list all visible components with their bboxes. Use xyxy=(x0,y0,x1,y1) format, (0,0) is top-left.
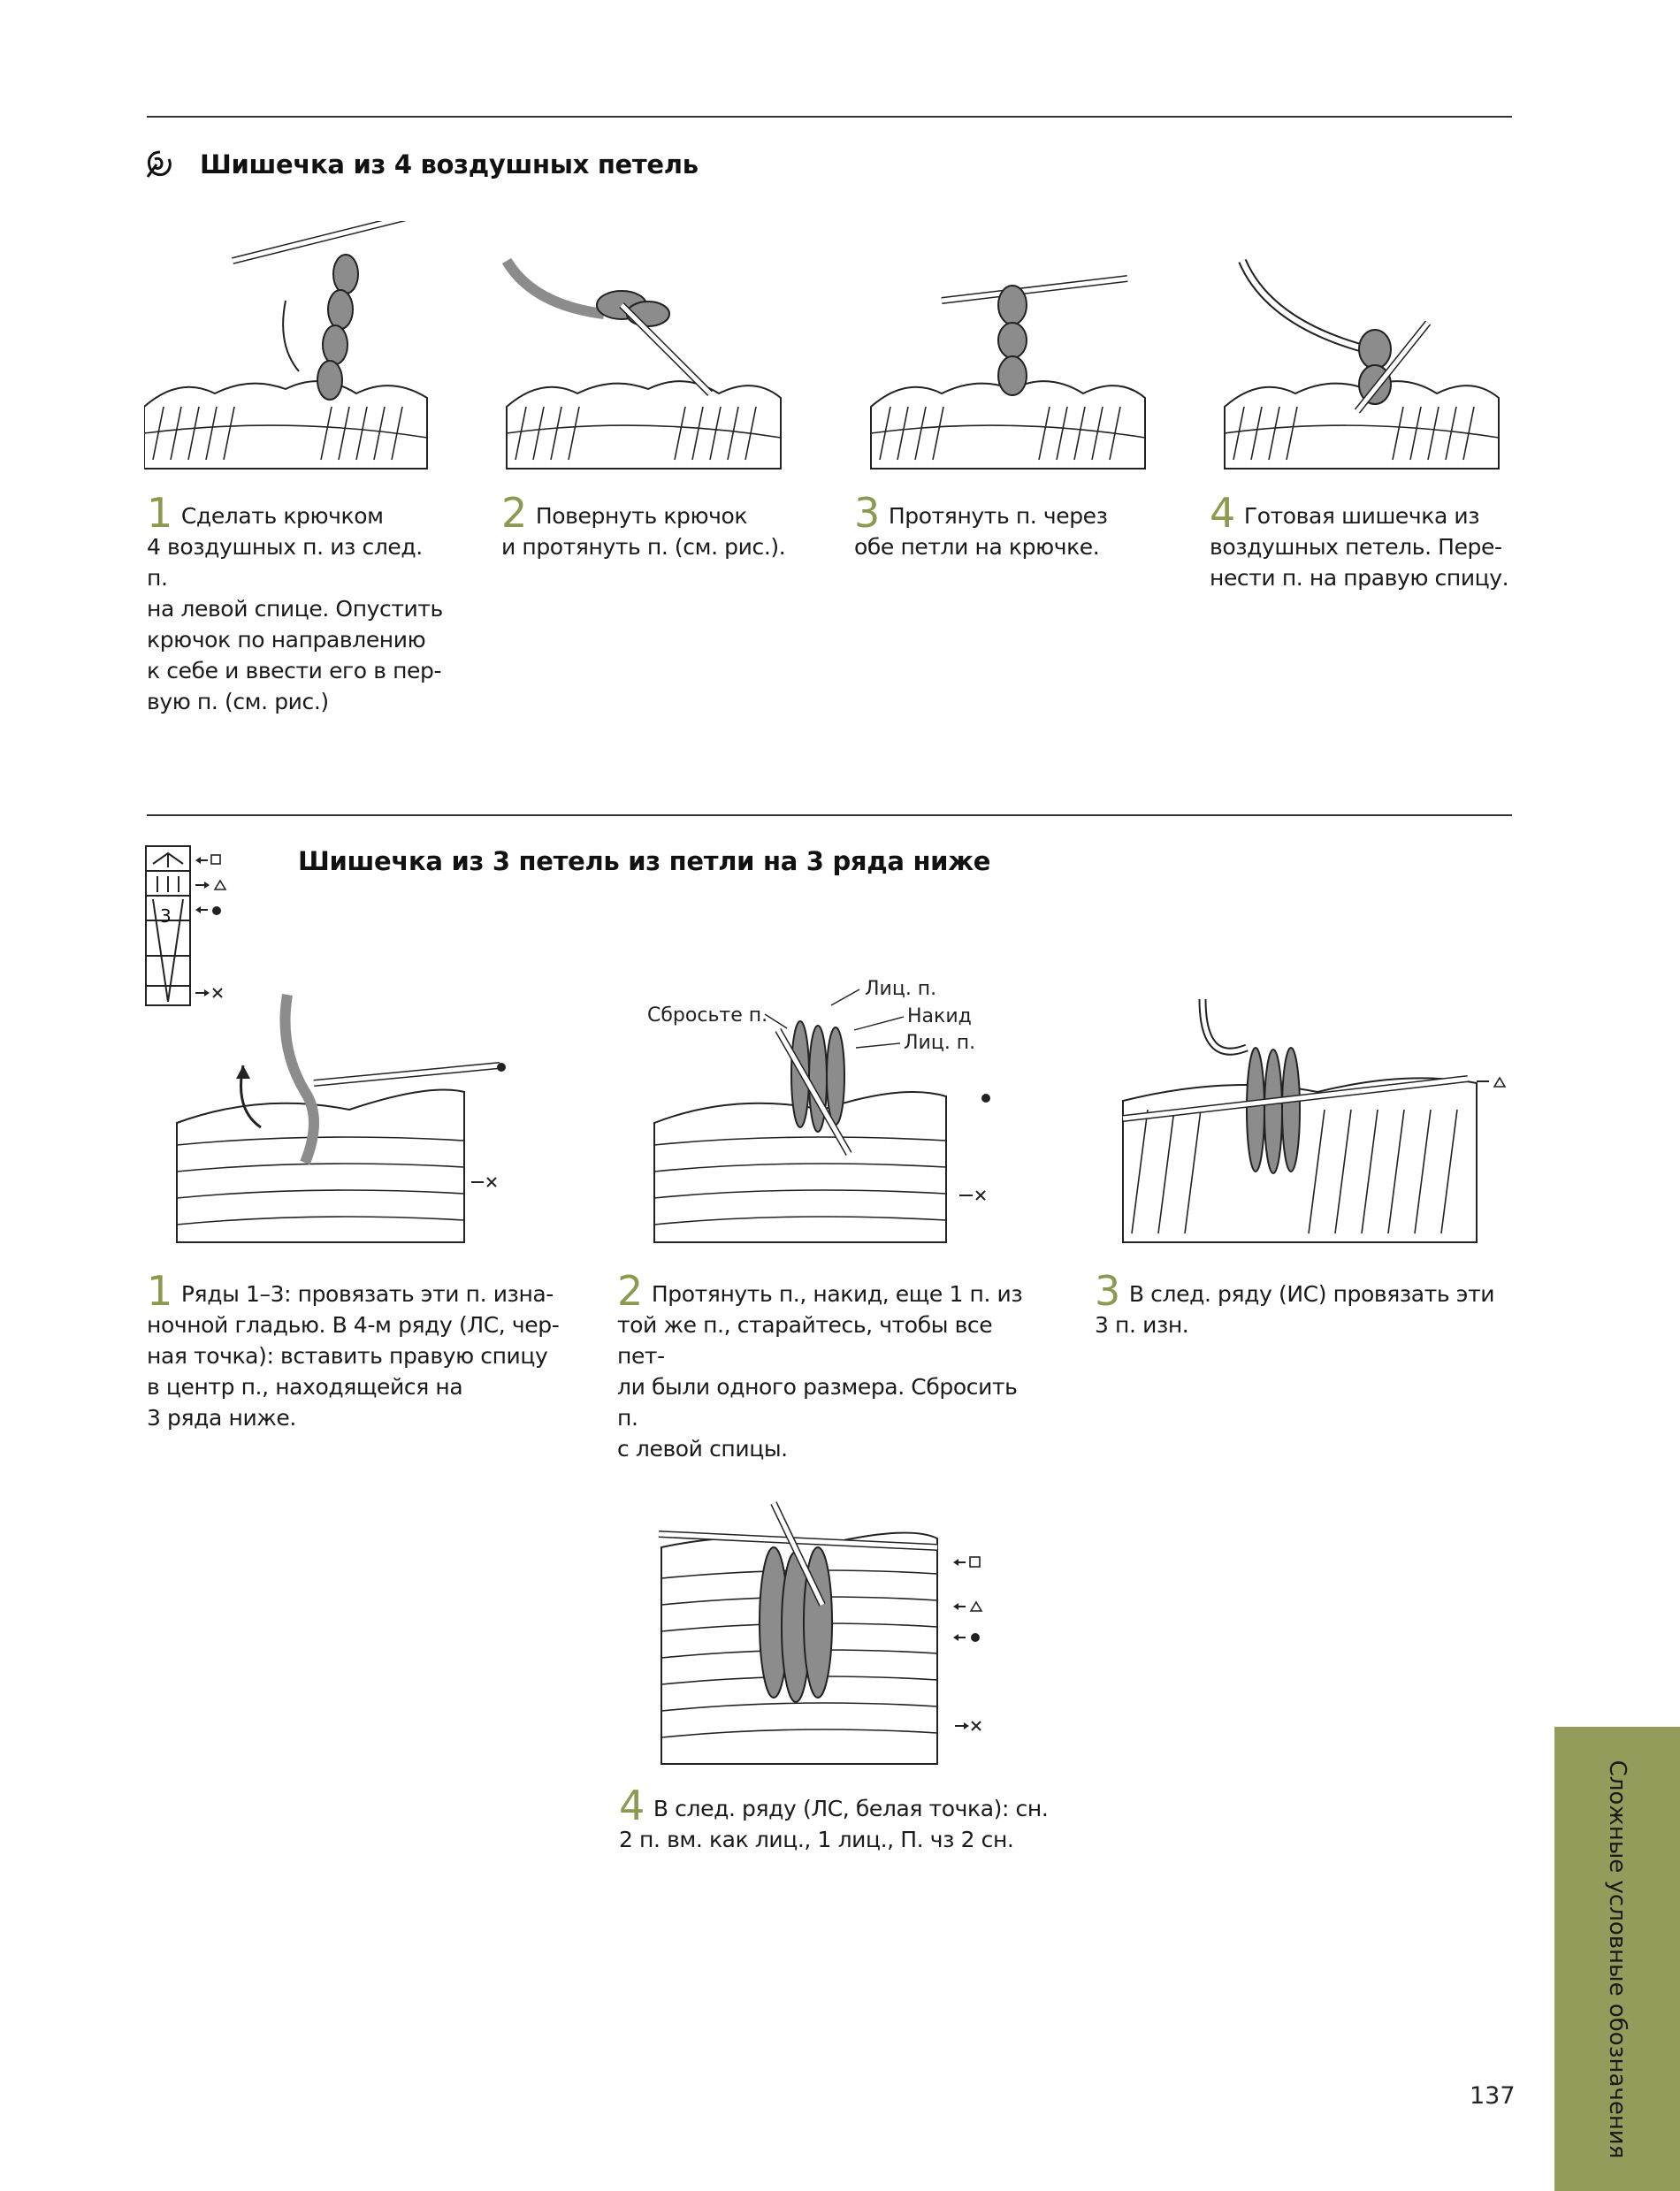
section-1-step-3 xyxy=(854,489,1155,562)
step-text: Готовая шишечка из воздушных петель. Пере- нести п. на правую спицу. xyxy=(1210,503,1509,591)
section-divider xyxy=(147,814,1512,816)
chapter-side-tab xyxy=(1554,1727,1680,2191)
crochet-hook-icon xyxy=(144,149,176,180)
step-number: 4 xyxy=(1210,489,1235,537)
section-2-step-4 xyxy=(619,1782,1114,1855)
section-1-step-1 xyxy=(147,489,447,717)
lower-bobble-step-4-illustration xyxy=(654,1499,1008,1777)
step-text: Протянуть п. через обе петли на крючке. xyxy=(854,503,1108,560)
step-text: Протянуть п., накид, еще 1 п. из той же п., старайтесь, чтобы все пет- ли были одного размера. Сбросить п. с левой спицы. xyxy=(617,1281,1023,1462)
step-number: 2 xyxy=(501,489,527,537)
step-text: Повернуть крючок и протянуть п. (см. рис.). xyxy=(501,503,786,560)
step-number: 1 xyxy=(147,1267,172,1315)
section-1-title: Шишечка из 4 воздушных петель xyxy=(200,149,699,179)
step-number: 1 xyxy=(147,489,172,537)
bobble-step-3-illustration xyxy=(862,252,1154,477)
lower-bobble-step-3-illustration xyxy=(1096,995,1512,1247)
step-number: 2 xyxy=(617,1267,643,1315)
top-rule xyxy=(147,116,1512,118)
bobble-step-4-illustration xyxy=(1216,252,1508,477)
step-number: 3 xyxy=(1095,1267,1120,1315)
section-2-step-3 xyxy=(1095,1267,1510,1340)
annotation-drop-stitch: Сбросьте п. xyxy=(647,1004,768,1027)
legend-row-count: 3 xyxy=(160,905,172,927)
section-2-title: Шишечка из 3 петель из петли на 3 ряда ниже xyxy=(298,846,991,876)
bobble-step-1-illustration xyxy=(144,221,436,477)
chapter-side-tab-label: Сложные условные обозначения xyxy=(1604,1760,1630,2158)
step-text: Сделать крючком 4 воздушных п. из след. п. на левой спице. Опустить крючок по направлению к себе и ввести его в пер- вую п. (см. рис.) xyxy=(147,503,443,714)
step-text: В след. ряду (ЛС, белая точка): сн. 2 п. вм. как лиц., 1 лиц., П. чз 2 сн. xyxy=(619,1796,1049,1852)
annotation-knit-1: Лиц. п. xyxy=(865,978,937,1000)
annotation-yarnover: Накид xyxy=(907,1005,972,1027)
section-1-step-4 xyxy=(1210,489,1510,593)
lower-bobble-step-1-illustration xyxy=(172,977,508,1251)
section-2-step-1 xyxy=(147,1267,562,1433)
step-number: 3 xyxy=(854,489,880,537)
section-1-step-2 xyxy=(501,489,802,562)
annotation-knit-2: Лиц. п. xyxy=(904,1032,976,1054)
lower-bobble-step-2-annotations xyxy=(645,977,999,1074)
section-2-step-2 xyxy=(617,1267,1042,1464)
step-text: В след. ряду (ИС) провязать эти 3 п. изн. xyxy=(1095,1281,1495,1338)
bobble-step-2-illustration xyxy=(498,252,790,477)
step-number: 4 xyxy=(619,1782,645,1829)
page-number: 137 xyxy=(1470,2082,1516,2110)
step-text: Ряды 1–3: провязать эти п. изна- ночной гладью. В 4-м ряду (ЛС, чер- ная точка): вставить правую спицу в центр п., находящейся на 3 ряда ниже. xyxy=(147,1281,560,1431)
